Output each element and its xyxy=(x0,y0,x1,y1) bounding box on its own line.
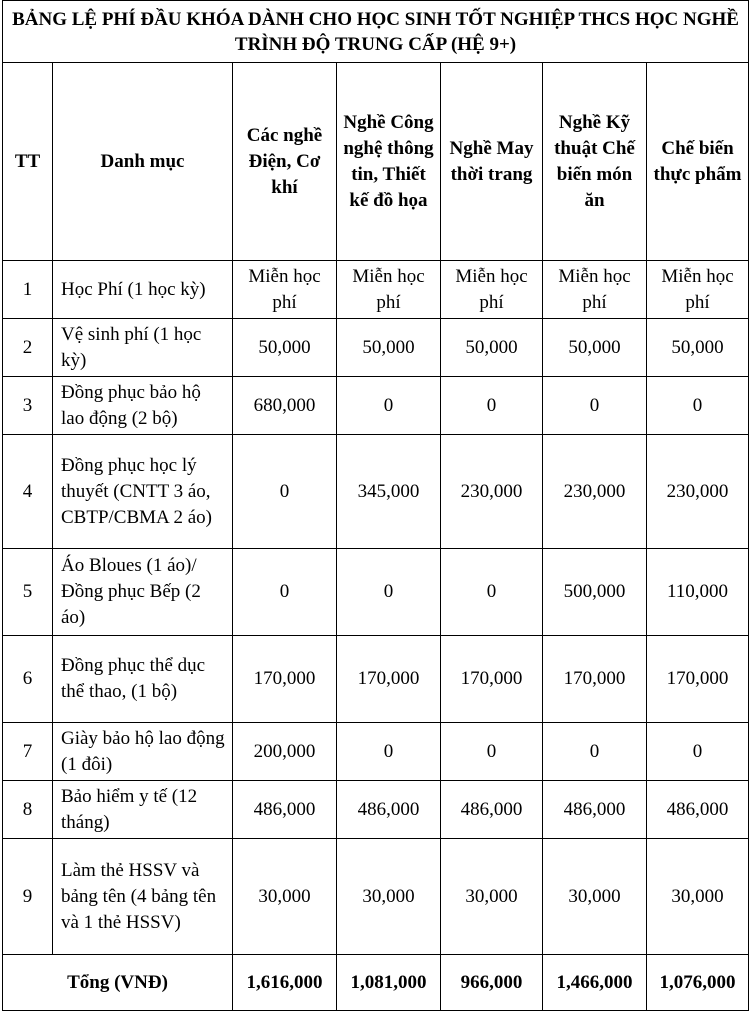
header-food-processing: Chế biến thực phẩm xyxy=(647,63,749,261)
row-fee-cell: 500,000 xyxy=(543,549,647,636)
table-row xyxy=(3,377,749,435)
row-fee-cell: 486,000 xyxy=(337,781,441,839)
row-number: 3 xyxy=(3,377,53,435)
table-row xyxy=(3,261,749,319)
row-fee-cell: 0 xyxy=(441,549,543,636)
row-fee-cell: 170,000 xyxy=(647,636,749,723)
row-fee-cell: 50,000 xyxy=(441,319,543,377)
row-fee-cell: 50,000 xyxy=(233,319,337,377)
header-culinary: Nghề Kỹ thuật Chế biến món ăn xyxy=(543,63,647,261)
header-row xyxy=(3,63,749,261)
header-tt: TT xyxy=(3,63,53,261)
total-cell: 966,000 xyxy=(441,955,543,1011)
row-fee-cell: 0 xyxy=(337,549,441,636)
row-fee-cell: 230,000 xyxy=(543,435,647,549)
table-row xyxy=(3,319,749,377)
row-item-name: Vệ sinh phí (1 học kỳ) xyxy=(53,319,233,377)
table-title: BẢNG LỆ PHÍ ĐẦU KHÓA DÀNH CHO HỌC SINH TỐT NGHIỆP THCS HỌC NGHỀ TRÌNH ĐỘ TRUNG CẤP (HỆ 9+) xyxy=(3,1,749,63)
table-row xyxy=(3,549,749,636)
row-fee-cell: 230,000 xyxy=(441,435,543,549)
row-fee-cell: 170,000 xyxy=(233,636,337,723)
row-item-name: Đồng phục bảo hộ lao động (2 bộ) xyxy=(53,377,233,435)
row-fee-cell: 680,000 xyxy=(233,377,337,435)
table-row xyxy=(3,723,749,781)
row-number: 7 xyxy=(3,723,53,781)
row-number: 6 xyxy=(3,636,53,723)
total-label: Tổng (VNĐ) xyxy=(3,955,233,1011)
row-fee-cell: 200,000 xyxy=(233,723,337,781)
row-number: 2 xyxy=(3,319,53,377)
table-row xyxy=(3,781,749,839)
row-number: 4 xyxy=(3,435,53,549)
row-number: 5 xyxy=(3,549,53,636)
row-fee-cell: 486,000 xyxy=(233,781,337,839)
row-fee-cell: 170,000 xyxy=(543,636,647,723)
row-fee-cell: 30,000 xyxy=(647,839,749,955)
row-fee-cell: 345,000 xyxy=(337,435,441,549)
total-row xyxy=(3,955,749,1011)
row-item-name: Đồng phục thể dục thể thao, (1 bộ) xyxy=(53,636,233,723)
header-it-graphic-design: Nghề Công nghệ thông tin, Thiết kế đồ họa xyxy=(337,63,441,261)
header-electric-mechanic: Các nghề Điện, Cơ khí xyxy=(233,63,337,261)
row-fee-cell: 30,000 xyxy=(543,839,647,955)
row-fee-cell: 0 xyxy=(441,377,543,435)
row-fee-cell: 0 xyxy=(647,723,749,781)
row-fee-cell: 30,000 xyxy=(441,839,543,955)
row-fee-cell: 486,000 xyxy=(441,781,543,839)
row-fee-cell: Miễn học phí xyxy=(337,261,441,319)
header-category: Danh mục xyxy=(53,63,233,261)
table-row xyxy=(3,636,749,723)
row-fee-cell: 0 xyxy=(441,723,543,781)
total-cell: 1,076,000 xyxy=(647,955,749,1011)
row-fee-cell: 0 xyxy=(337,723,441,781)
row-fee-cell: Miễn học phí xyxy=(647,261,749,319)
row-item-name: Làm thẻ HSSV và bảng tên (4 bảng tên và 1 thẻ HSSV) xyxy=(53,839,233,955)
row-fee-cell: 50,000 xyxy=(337,319,441,377)
row-item-name: Học Phí (1 học kỳ) xyxy=(53,261,233,319)
row-fee-cell: 0 xyxy=(337,377,441,435)
header-fashion-sewing: Nghề May thời trang xyxy=(441,63,543,261)
table-body xyxy=(3,261,749,955)
row-number: 9 xyxy=(3,839,53,955)
row-fee-cell: 486,000 xyxy=(543,781,647,839)
row-fee-cell: 230,000 xyxy=(647,435,749,549)
row-fee-cell: 170,000 xyxy=(337,636,441,723)
row-fee-cell: 170,000 xyxy=(441,636,543,723)
row-fee-cell: 50,000 xyxy=(543,319,647,377)
row-item-name: Đồng phục học lý thuyết (CNTT 3 áo, CBTP/CBMA 2 áo) xyxy=(53,435,233,549)
row-fee-cell: 0 xyxy=(543,377,647,435)
row-fee-cell: Miễn học phí xyxy=(441,261,543,319)
total-cell: 1,466,000 xyxy=(543,955,647,1011)
row-number: 1 xyxy=(3,261,53,319)
table-row xyxy=(3,435,749,549)
row-item-name: Áo Bloues (1 áo)/ Đồng phục Bếp (2 áo) xyxy=(53,549,233,636)
table-row xyxy=(3,839,749,955)
row-item-name: Bảo hiểm y tế (12 tháng) xyxy=(53,781,233,839)
row-number: 8 xyxy=(3,781,53,839)
row-fee-cell: 30,000 xyxy=(337,839,441,955)
row-fee-cell: 0 xyxy=(233,435,337,549)
total-cell: 1,616,000 xyxy=(233,955,337,1011)
row-fee-cell: 0 xyxy=(543,723,647,781)
row-fee-cell: 50,000 xyxy=(647,319,749,377)
fee-table xyxy=(2,0,749,1011)
row-fee-cell: 110,000 xyxy=(647,549,749,636)
row-fee-cell: 0 xyxy=(647,377,749,435)
row-fee-cell: Miễn học phí xyxy=(543,261,647,319)
row-fee-cell: 486,000 xyxy=(647,781,749,839)
row-fee-cell: 0 xyxy=(233,549,337,636)
total-cell: 1,081,000 xyxy=(337,955,441,1011)
row-fee-cell: 30,000 xyxy=(233,839,337,955)
row-fee-cell: Miễn học phí xyxy=(233,261,337,319)
row-item-name: Giày bảo hộ lao động (1 đôi) xyxy=(53,723,233,781)
